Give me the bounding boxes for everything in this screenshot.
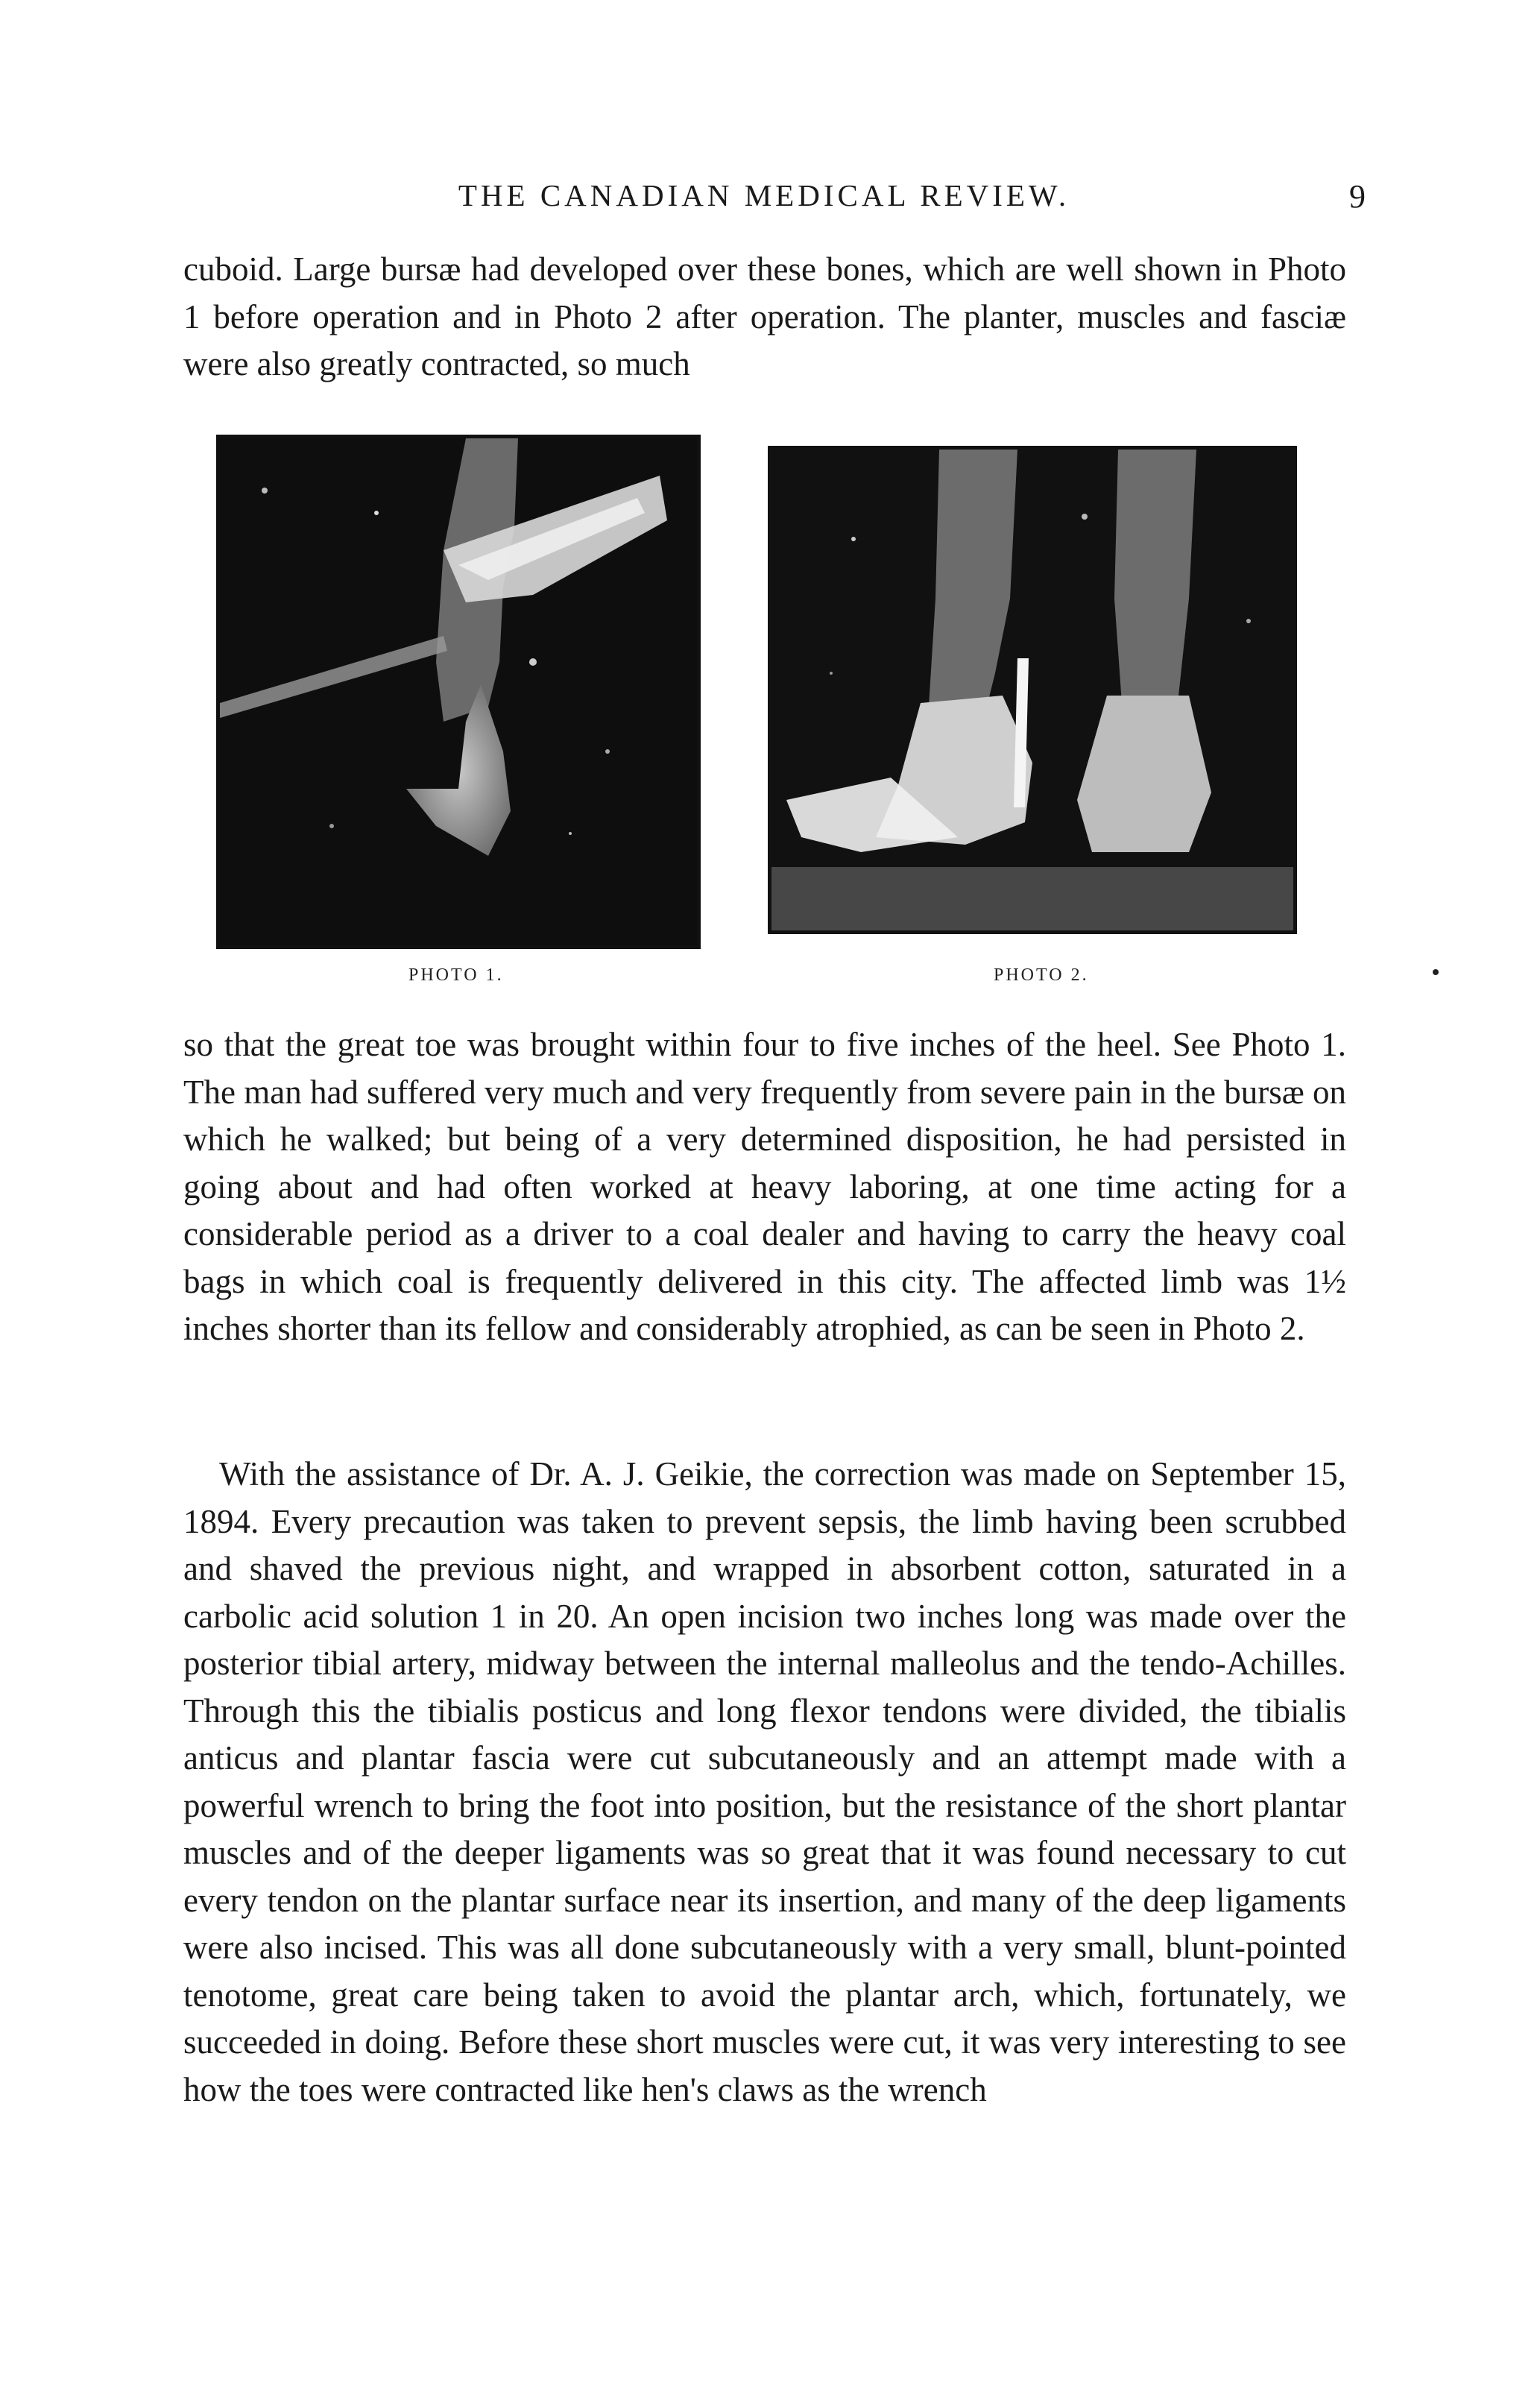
photo-2-caption: PHOTO 2. [994,965,1089,985]
paragraph-body-1: so that the great toe was brought within four to five inches of the heel. See Photo 1. The man had suffered very much and very frequently from severe pain in the bursæ on which he walked; but being of a very determined disposition, he had persisted in going about and had often worked at heavy laboring, at one time acting for a considerable period as a driver to a coal dealer and having to carry the heavy coal bags in which coal is frequently delivered in this city. The affected limb was 1½ inches shorter than its fellow and considerably atrophied, as can be seen in Photo 2. [183,1026,1346,1347]
running-head-title: THE CANADIAN MEDICAL REVIEW. [458,178,1070,212]
photo-1-caption: PHOTO 1. [408,965,504,985]
photo-2-after-operation [768,446,1297,934]
paragraph-body-2: With the assistance of Dr. A. J. Geikie, the correction was made on September 15, 1894. Every precaution was taken to prevent sepsis, the limb having been scrubbed and shaved the previous night, and wrapped in absorbent cotton, saturated in a carbolic acid solution 1 in 20. An open incision two inches long was made over the posterior tibial artery, midway between the internal malleolus and the tendo-Achilles. Through this the tibialis posticus and long flexor tendons were divided, the tibialis anticus and plantar fascia were cut subcutaneously and an attempt made with a powerful wrench to bring the foot into position, but the resistance of the short plantar muscles and of the deeper ligaments was so great that it was found necessary to cut every tendon on the plantar surface near its insertion, and many of the deep ligaments were also incised. This was all done subcutaneously with a very small, blunt-pointed tenotome, great care being taken to avoid the plantar arch, which, fortunately, we succeeded in doing. Before these short muscles were cut, it was very interesting to see how the toes were contracted like hen's claws as the wrench [183,1455,1346,2108]
margin-speck [1433,969,1439,975]
page-number: 9 [1349,178,1366,215]
running-header [179,171,1366,224]
paragraph-intro: cuboid. Large bursæ had developed over these bones, which are well shown in Photo 1 before operation and in Photo 2 after operation. The planter, muscles and fasciæ were also greatly contracted, so much [183,250,1346,382]
photo-1-before-operation [216,435,701,949]
